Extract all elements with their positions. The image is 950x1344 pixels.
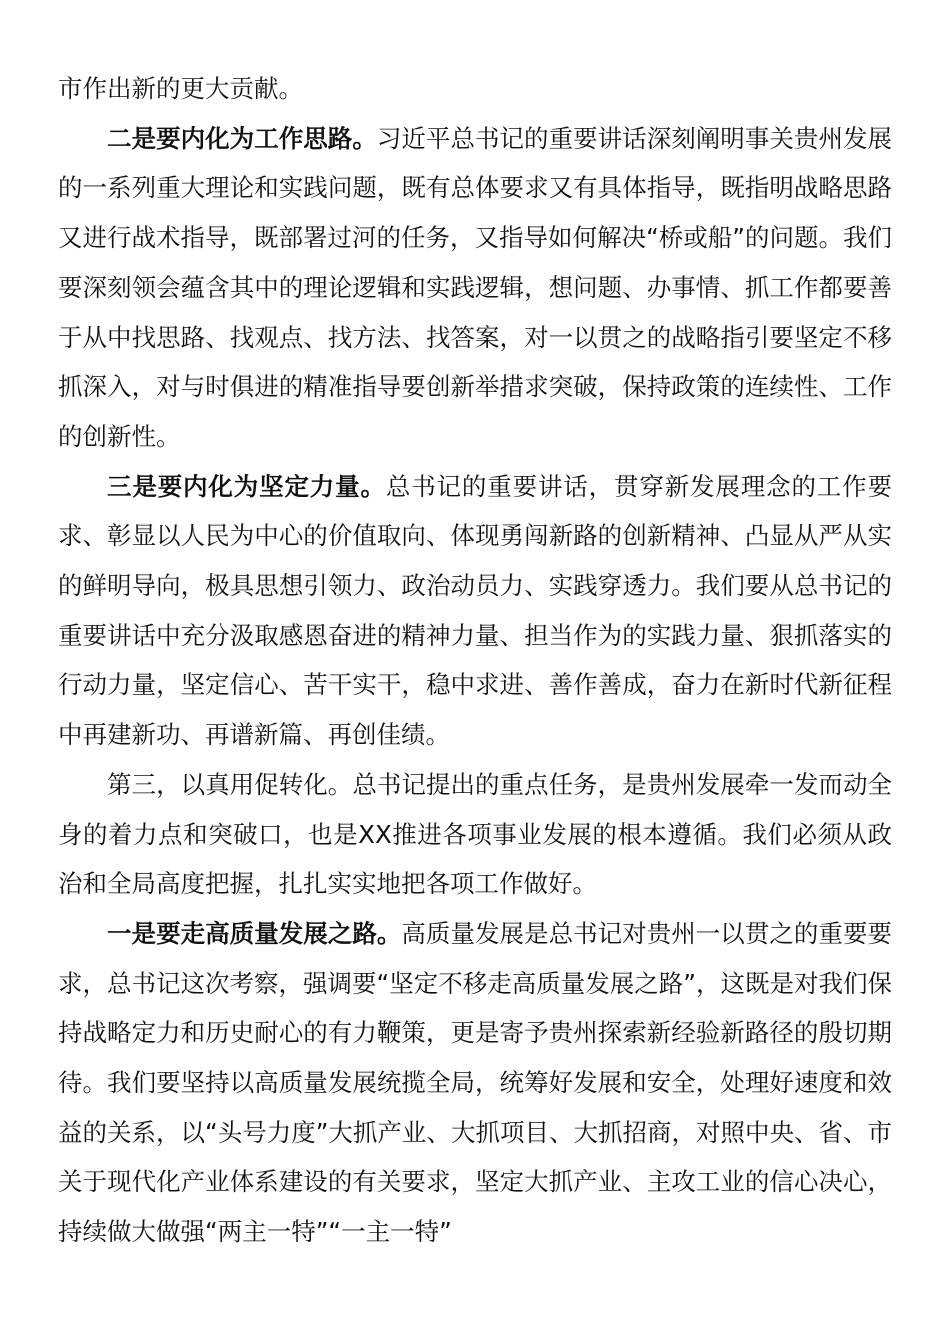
paragraph-high-quality-development <box>58 909 892 1257</box>
paragraph-heading: 一是要走高质量发展之路。 <box>107 918 402 948</box>
paragraph-firm-strength <box>58 462 892 760</box>
paragraph-work-approach <box>58 114 892 462</box>
document-page <box>58 64 892 1257</box>
paragraph-body: 总书记的重要讲话，贯穿新发展理念的工作要求、彰显以人民为中心的价值取向、体现勇闯新路的创新精神、凸显从严从实的鲜明导向，极具思想引领力、政治动员力、实践穿透力。我们要从总书记的重要讲话中充分汲取感恩奋进的精神力量、担当作为的实践力量、狠抓落实的行动力量，坚定信心、苦干实干，稳中求进、善作善成，奋力在新时代新征程中再建新功、再谱新篇、再创佳绩。 <box>58 471 893 750</box>
paragraph-heading: 三是要内化为坚定力量。 <box>107 471 386 501</box>
paragraph-continuation <box>58 64 892 114</box>
paragraph-body: 高质量发展是总书记对贵州一以贯之的重要要求，总书记这次考察，强调要“坚定不移走高质量发展之路”，这既是对我们保持战略定力和历史耐心的有力鞭策，更是寄予贵州探索新经验新路径的殷切期待。我们要坚持以高质量发展统揽全局，统筹好发展和安全，处理好速度和效益的关系，以“头号力度”大抓产业、大抓项目、大抓招商，对照中央、省、市关于现代化产业体系建设的有关要求，坚定大抓产业、主攻工业的信心决心，持续做大做强“两主一特”“一主一特” <box>58 918 893 1247</box>
paragraph-body: 习近平总书记的重要讲话深刻阐明事关贵州发展的一系列重大理论和实践问题，既有总体要求又有具体指导，既指明战略思路又进行战术指导，既部署过河的任务，又指导如何解决“桥或船”的问题。我们要深刻领会蕴含其中的理论逻辑和实践逻辑，想问题、办事情、抓工作都要善于从中找思路、找观点、找方法、找答案，对一以贯之的战略指引要坚定不移抓深入，对与时俱进的精准指导要创新举措求突破，保持政策的连续性、工作的创新性。 <box>58 123 893 451</box>
paragraph-body: 市作出新的更大贡献。 <box>58 74 303 103</box>
paragraph-body: 第三，以真用促转化。总书记提出的重点任务，是贵州发展牵一发而动全身的着力点和突破口，也是XX推进各项事业发展的根本遵循。我们必须从政治和全局高度把握，扎扎实实地把各项工作做好。 <box>58 769 892 899</box>
paragraph-heading: 二是要内化为工作思路。 <box>107 123 377 153</box>
paragraph-section-third <box>58 760 892 909</box>
